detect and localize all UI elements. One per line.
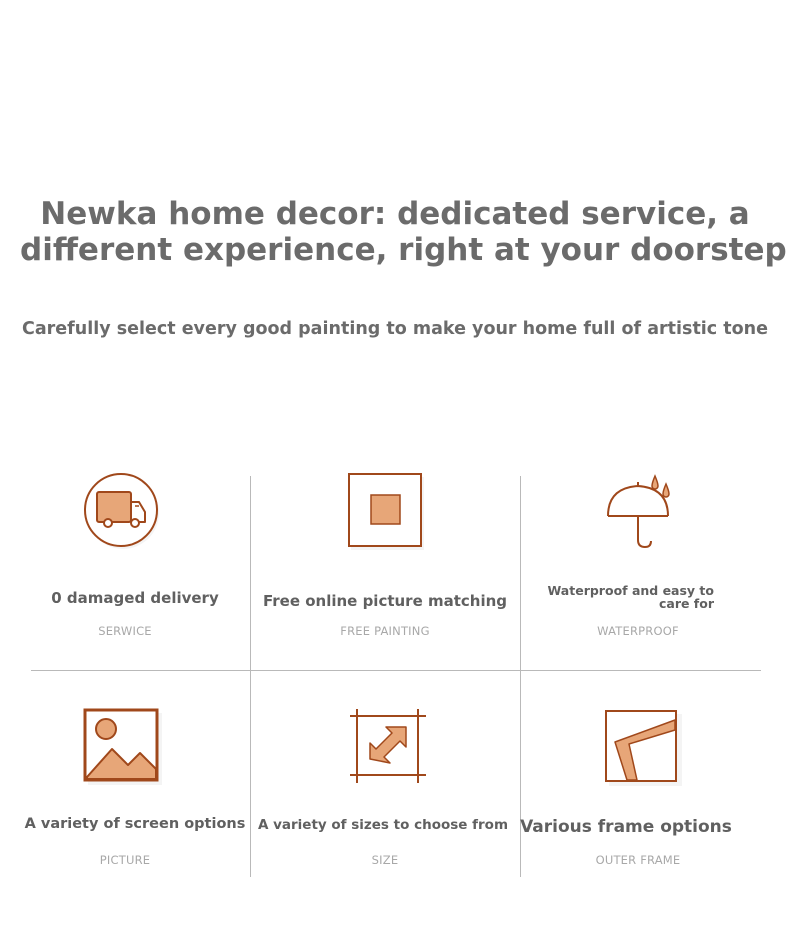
headline-line-1: Newka home decor: dedicated service, a — [40, 196, 750, 232]
feature-title: Free online picture matching — [262, 592, 508, 610]
headline-line-2: different experience, right at your doorstep — [20, 232, 787, 268]
outer-frame-icon — [603, 708, 685, 788]
feature-label: WATERPROOF — [597, 624, 679, 638]
feature-title: A variety of screen options — [24, 816, 246, 832]
grid-divider-horizontal — [31, 670, 761, 671]
feature-title-line-1: Waterproof and easy to — [547, 583, 714, 598]
feature-title-line-2: care for — [658, 596, 714, 611]
feature-title: Various frame options — [520, 817, 732, 837]
feature-label: FREE PAINTING — [340, 624, 430, 638]
feature-label: SERWICE — [98, 624, 152, 638]
landscape-picture-icon — [82, 707, 164, 787]
picture-frame-square-icon — [346, 472, 426, 552]
feature-title: A variety of sizes to choose from — [257, 817, 509, 833]
feature-title: 0 damaged delivery — [51, 589, 219, 607]
subheadline: Carefully select every good painting to make your home full of artistic tone — [21, 319, 768, 339]
resize-arrow-icon — [348, 707, 430, 787]
delivery-truck-icon — [82, 472, 164, 552]
headline — [20, 196, 787, 268]
umbrella-rain-icon — [602, 470, 684, 556]
feature-label: PICTURE — [99, 853, 151, 867]
feature-label: OUTER FRAME — [595, 853, 681, 867]
feature-label: SIZE — [371, 853, 399, 867]
feature-title — [540, 584, 714, 610]
